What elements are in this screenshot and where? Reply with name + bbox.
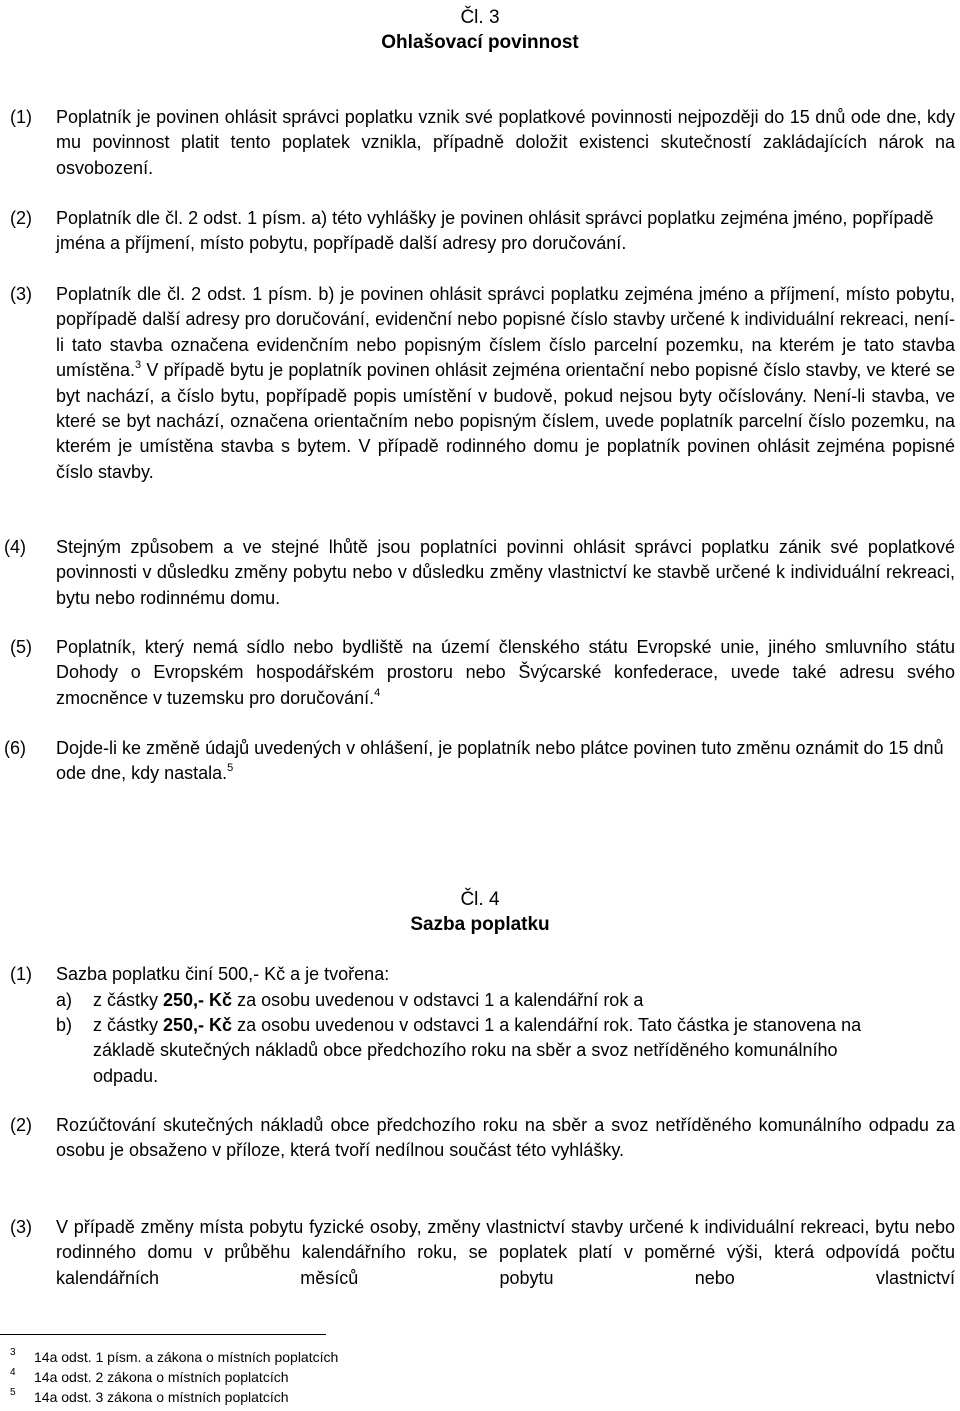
paragraph-text-body: Dojde-li ke změně údajů uvedených v ohlášení, je poplatník nebo plátce povinen tuto změnu oznámit do 15 dnů ode dne, kdy nastala.: [56, 738, 944, 784]
article-4-title: Sazba poplatku: [410, 914, 550, 935]
paragraph-number: (6): [4, 738, 26, 758]
item-amount: 250,- Kč: [163, 1015, 233, 1035]
footnote-mark: 5: [10, 1387, 16, 1398]
item-text: [93, 1013, 893, 1089]
article-3-title: Ohlašovací povinnost: [381, 32, 579, 53]
paragraph-number: (5): [10, 637, 32, 657]
paragraph-number: (2): [10, 1115, 32, 1135]
item-text-post: za osobu uvedenou v odstavci 1 a kalendářní rok a: [232, 990, 644, 1010]
footnote-mark: 3: [10, 1347, 16, 1358]
paragraph-text: V případě změny místa pobytu fyzické osoby, změny vlastnictví stavby určené k individuální rekreaci, bytu nebo rodinného domu v průběhu kalendářního roku, se poplatek platí v poměrné výši, která odpovídá počtu kalendářních měsíců pobytu nebo vlastnictví: [56, 1217, 955, 1288]
item-label: b): [56, 1015, 73, 1035]
paragraph-number: (4): [4, 537, 26, 557]
paragraph-number: (3): [10, 284, 32, 304]
paragraph-text: [56, 736, 955, 787]
footnote-text: 14a odst. 2 zákona o místních poplatcích: [34, 1369, 289, 1385]
paragraph-text-body: Poplatník, který nemá sídlo nebo bydliště na území členského státu Evropské unie, jiného smluvního státu Dohody o Evropském hospodářském prostoru nebo Švýcarské konfederace, uvede také adresu svého zmocněnce v tuzemsku pro doručování.: [56, 637, 955, 708]
footnote-separator: [0, 1334, 326, 1335]
item-text: [93, 988, 893, 1013]
footnote-text: 14a odst. 1 písm. a zákona o místních poplatcích: [34, 1349, 339, 1365]
item-text-pre: z částky: [93, 1015, 164, 1035]
item-amount: 250,- Kč: [163, 990, 233, 1010]
footnote-mark: 4: [10, 1367, 16, 1378]
paragraph-text: Poplatník dle čl. 2 odst. 1 písm. a) této vyhlášky je povinen ohlásit správci poplatku zejména jméno, popřípadě jména a příjmení, místo pobytu, popřípadě další adresy pro doručování.: [56, 208, 934, 254]
paragraph-text: Poplatník je povinen ohlásit správci poplatku vznik své poplatkové povinnosti nejpozději do 15 dnů ode dne, kdy mu povinnost platit tento poplatek vznikla, případně doložit existenci skutečností zakládajících nárok na osvobození.: [56, 107, 955, 178]
paragraph-number: (1): [10, 107, 32, 127]
paragraph-number: (3): [10, 1217, 32, 1237]
paragraph-text-part-2: V případě bytu je poplatník povinen ohlásit zejména orientační nebo popisné číslo stavby, ve které se byt nachází, a číslo bytu, popřípadě popis umístění v budově, pokud nejsou byty očíslovány. Není-li stavba, ve které se byt nachází, označena orientačním nebo popisným číslem, uvede poplatník parcelní číslo pozemku, na kterém je umístěna stavba s bytem. V případě rodinného domu je poplatník povinen ohlásit zejména popisné číslo stavby.: [56, 360, 955, 482]
paragraph-text: Stejným způsobem a ve stejné lhůtě jsou poplatníci povinni ohlásit správci poplatku zánik své poplatkové povinnosti v důsledku změny pobytu nebo v důsledku změny vlastnictví ke stavbě určené k individuální rekreaci, bytu nebo rodinnému domu.: [56, 537, 955, 608]
footnote-ref-3: 3: [135, 359, 142, 372]
footnote-ref-4: 4: [374, 686, 381, 699]
footnote-ref-5: 5: [227, 762, 234, 775]
paragraph-number: (1): [10, 964, 32, 984]
paragraph-text: Rozúčtování skutečných nákladů obce předchozího roku na sběr a svoz netříděného komunálního odpadu za osobu je obsaženo v příloze, která tvoří nedílnou součást této vyhlášky.: [56, 1115, 955, 1161]
paragraph-text: [56, 635, 955, 711]
footnote-text: 14a odst. 3 zákona o místních poplatcích: [34, 1389, 289, 1405]
paragraph-text-part-1: Poplatník dle čl. 2 odst. 1 písm. b) je povinen ohlásit správci poplatku zejména jméno a příjmení, místo pobytu, popřípadě další adresy pro doručování, evidenční nebo popisné číslo stavby určené k individuální rekreaci, není-li tato stavba označena evidenčním nebo popisným číslem číslo parcelní pozemku, na kterém je tato stavba umístěna.: [56, 284, 955, 381]
paragraph-text: Sazba poplatku činí 500,- Kč a je tvořena:: [56, 964, 390, 984]
paragraph-number: (2): [10, 208, 32, 228]
article-4-number: Čl. 4: [460, 889, 500, 910]
item-text-pre: z částky: [93, 990, 164, 1010]
article-3-number: Čl. 3: [460, 7, 500, 28]
item-label: a): [56, 990, 73, 1010]
paragraph-text: [56, 282, 955, 485]
item-text-post: za osobu uvedenou v odstavci 1 a kalendářní rok. Tato částka je stanovena na základě skutečných nákladů obce předchozího roku na sběr a svoz netříděného komunálního odpadu.: [93, 1015, 862, 1086]
